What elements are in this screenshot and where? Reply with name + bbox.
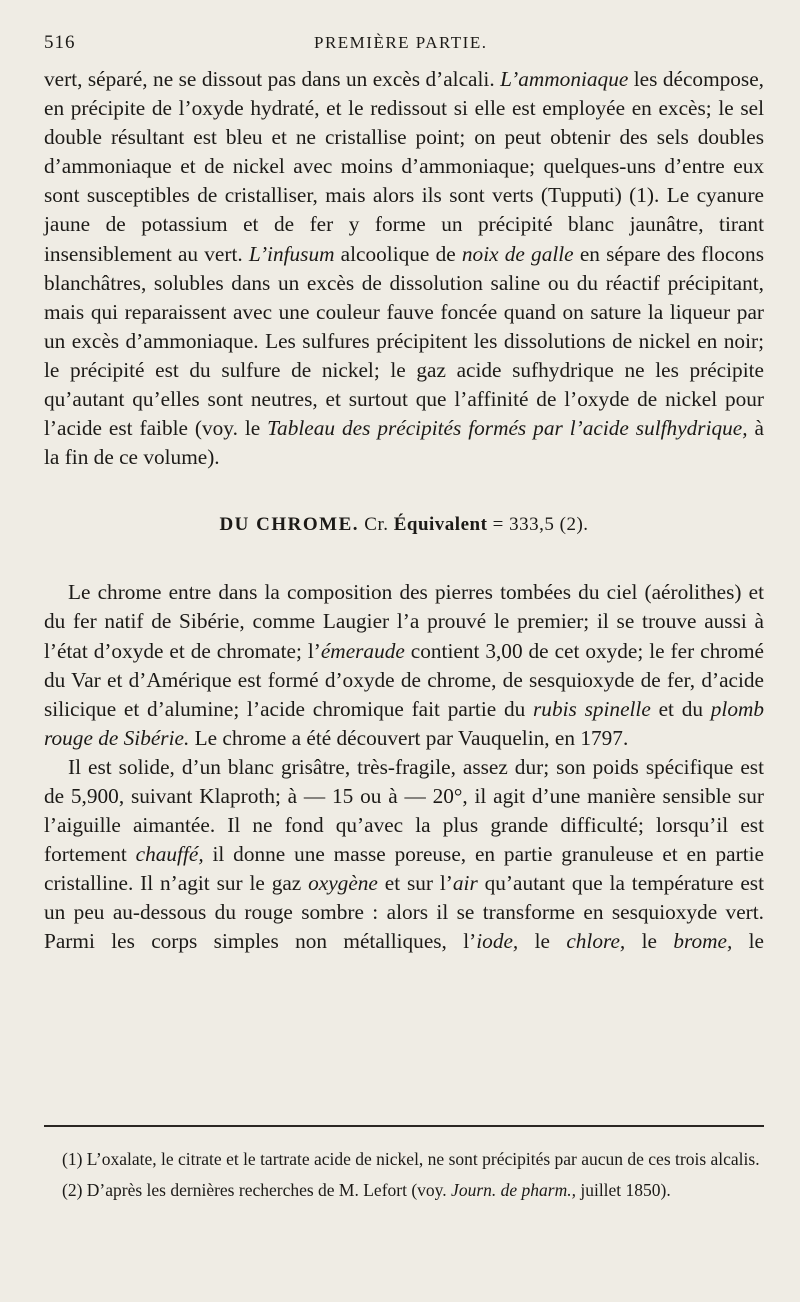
equivalent-value: = 333,5 (2). [492,514,589,536]
footnotes [44,1148,764,1210]
paragraph-nickel-reactions: vert, séparé, ne se dissout pas dans un excès d’alcali. L’ammoniaque les décompose, en précipite de l’oxyde hydraté, et le redissout si elle est employée en excès; le sel double résultant est bleu et ne cristallise point; on peut obtenir des sels doubles d’ammoniaque et de nickel avec moins d’ammoniaque; quelques-uns d’entre eux sont susceptibles de cristalliser, mais alors ils sont verts (Tupputi) (1). Le cyanure jaune de potassium et de fer y forme un précipité blanc jaunâtre, tirant insensiblement au vert. L’infusum alcoolique de noix de galle en sépare des flocons blanchâtres, solubles dans un excès de dissolution saline ou du réactif précipitant, mais qui reparaissent avec une couleur fauve foncée quand on sature la liqueur par un excès d’ammoniaque. Les sulfures précipitent les dissolutions de nickel en noir; le précipité est du sulfure de nickel; le gaz acide sufhydrique ne les précipite qu’autant qu’elles sont neutres, et surtout que l’affinité de l’oxyde de nickel pour l’acide est faible (voy. le Tableau des précipités formés par l’acide sulfhydrique, à la fin de ce volume). [44,67,765,470]
equivalent-label: Équivalent [393,514,488,536]
section-title: DU CHROME. [219,514,360,536]
paragraph-chrome-origin: Le chrome entre dans la composition des pierres tombées du ciel (aérolithes) et du fer natif de Sibérie, comme Laugier l’a prouvé le premier; il se trouve aussi à l’état d’oxyde et de chromate; l’émeraude contient 3,00 de cet oxyde; le fer chromé du Var et d’Amérique est formé d’oxyde de chrome, de sesquioxyde de fer, d’acide silicique et d’alumine; l’acide chromique fait partie du rubis spinelle et du plomb rouge de Sibérie. Le chrome a été découvert par Vauquelin, en 1797. [44,580,765,750]
section-symbol: Cr. [364,514,389,536]
page-header [44,32,764,62]
body-text [44,65,764,957]
running-head: PREMIÈRE PARTIE. [314,33,488,52]
footnote-2: (2) D’après les dernières recherches de M. Lefort (voy. Journ. de pharm., juillet 1850). [62,1180,671,1200]
footnote-1: (1) L’oxalate, le citrate et le tartrate acide de nickel, ne sont précipités par aucun de ces trois alcalis. [62,1149,760,1169]
footnote-rule [44,1125,764,1127]
paragraph-chrome-properties: Il est solide, d’un blanc grisâtre, très-fragile, assez dur; son poids spécifique est de 5,900, suivant Klaproth; à — 15 ou à — 20°, il agit d’une manière sensible sur l’aiguille aimantée. Il ne fond qu’avec la plus grande difficulté; lorsqu’il est fortement chauffé, il donne une masse poreuse, en partie granuleuse et en partie cristalline. Il n’agit sur le gaz oxygène et sur l’air qu’autant que la température est un peu au-dessous du rouge sombre : alors il se transforme en sesquioxyde vert. Parmi les corps simples non métalliques, l’iode, le chlore, le brome, le [44,754,764,954]
page-number: 516 [44,32,76,53]
section-heading [44,514,764,536]
